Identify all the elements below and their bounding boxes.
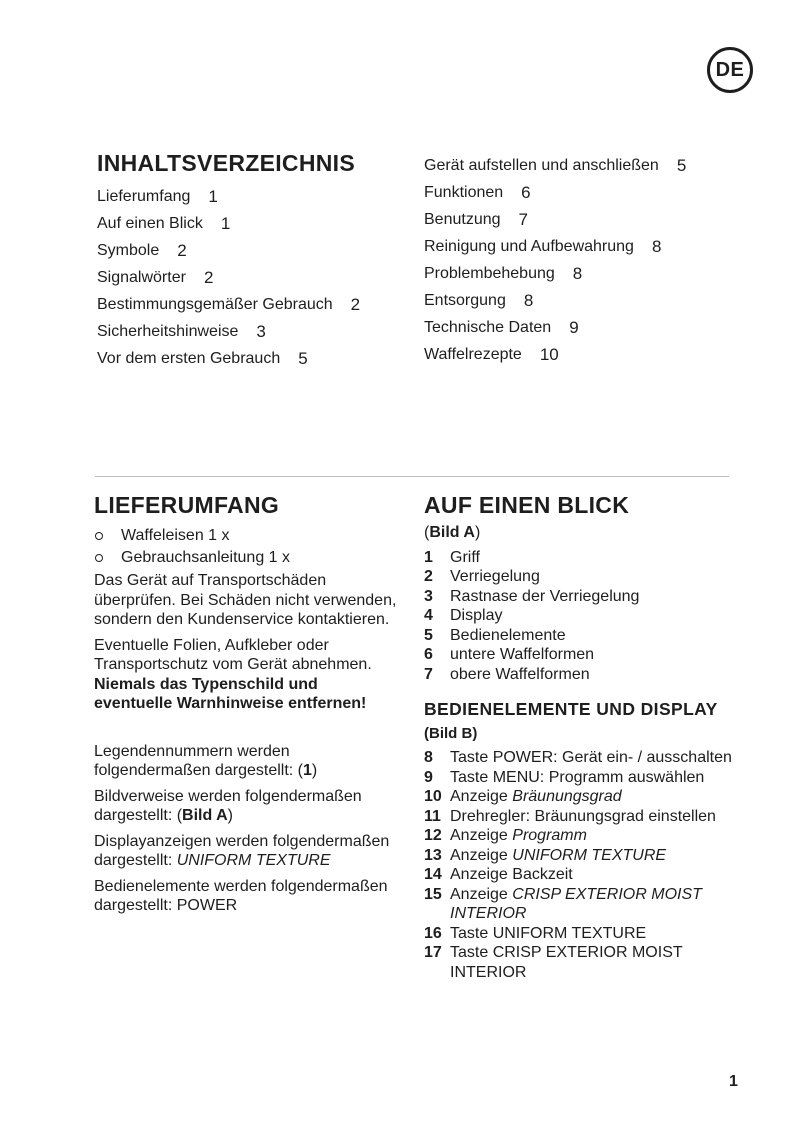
toc-entry-label: Bestimmungsgemäßer Gebrauch: [97, 295, 333, 313]
toc-entry: [424, 179, 686, 206]
toc-entry: [97, 291, 360, 318]
item-label-rest: Gerät ein- / ausschalten: [557, 749, 732, 766]
item-label: [450, 943, 734, 982]
item-label-prefix: Taste: [450, 944, 493, 961]
toc-entry-page: 5: [676, 155, 687, 175]
display-convention-text: Displayanzeigen werden folgendermaßen dargestellt: UNIFORM TEXTURE: [94, 832, 390, 869]
list-item: [424, 787, 734, 807]
item-number: 6: [424, 646, 433, 663]
item-key-name: MENU:: [492, 768, 545, 786]
bullet-circle-icon: [95, 554, 103, 562]
toc-entry-page: 7: [518, 209, 528, 229]
toc-entry: [424, 233, 686, 260]
item-display-name: Programm: [512, 827, 587, 844]
item-display-name: Bräunungsgrad: [512, 788, 622, 805]
item-number: 9: [424, 768, 433, 786]
item-label-prefix: Taste: [450, 768, 493, 786]
control-convention-text: Bedienelemente werden folgendermaßen dargestellt: POWER: [94, 877, 388, 914]
toc-entry: [424, 152, 686, 179]
list-item: [424, 626, 734, 646]
list-item: [424, 807, 734, 827]
toc-entry-label: Technische Daten: [424, 318, 552, 336]
section-divider: [95, 476, 729, 477]
list-item: Gebrauchsanleitung 1 x: [94, 547, 399, 569]
list-item: Waffeleisen 1 x: [94, 525, 399, 547]
item-label: [450, 865, 734, 885]
toc-entry-page: 6: [521, 182, 531, 202]
controls-display-title: BEDIENELEMENTE UND DISPLAY: [424, 699, 718, 719]
item-label-prefix: Drehregler: Bräunungsgrad einstellen: [450, 807, 716, 825]
overview-list: [424, 548, 734, 685]
toc-left-column: [97, 183, 360, 372]
lieferumfang-title: LIEFERUMFANG: [94, 492, 280, 518]
item-key-name: POWER:: [492, 749, 558, 766]
toc-entry-page: 10: [539, 344, 559, 364]
list-item: [424, 846, 734, 866]
toc-entry: [424, 314, 686, 341]
packaging-text: Eventuelle Folien, Aufkleber oder Transportschutz vom Gerät abnehmen. Niemals das Typenschild und eventuelle Warnhinweise entfernen!: [94, 636, 372, 712]
toc-entry-page: 2: [350, 294, 361, 314]
toc-entry-label: Symbole: [97, 241, 160, 259]
item-label: Display: [450, 607, 503, 624]
figure-reference-b: (Bild B): [424, 724, 478, 742]
item-number: 4: [424, 607, 433, 624]
list-item: [424, 826, 734, 846]
language-badge: DE: [707, 47, 753, 93]
toc-entry: [424, 341, 686, 368]
item-label: Rastnase der Verriegelung: [450, 587, 640, 605]
list-item: [424, 567, 734, 587]
toc-entry: [97, 183, 360, 210]
item-label-prefix: Anzeige Backzeit: [450, 866, 573, 883]
item-label: [450, 787, 734, 807]
item-number: 2: [424, 568, 433, 585]
item-label-prefix: Taste: [450, 924, 493, 942]
toc-entry-page: 8: [651, 236, 662, 256]
list-item: [424, 943, 734, 982]
item-number: 16: [424, 924, 442, 942]
item-number: 14: [424, 866, 442, 883]
list-item: [424, 768, 734, 788]
item-number: 7: [424, 665, 433, 683]
item-label: [450, 885, 734, 924]
list-item: [424, 645, 734, 665]
toc-entry-page: 1: [220, 213, 231, 233]
toc-entry: [97, 318, 360, 345]
toc-entry-label: Gerät aufstellen und anschließen: [424, 156, 659, 174]
toc-entry-page: 9: [569, 317, 579, 337]
list-item: [424, 924, 734, 944]
item-label-prefix: Taste: [450, 749, 493, 766]
list-item: [424, 748, 734, 768]
auf-einen-blick-title: AUF EINEN BLICK: [424, 492, 630, 518]
toc-entry-label: Reinigung und Aufbewahrung: [424, 237, 634, 255]
list-item: [424, 587, 734, 607]
toc-entry-page: 8: [523, 290, 534, 310]
toc-entry: [424, 206, 686, 233]
item-label-prefix: Anzeige: [450, 846, 513, 864]
toc-entry-label: Entsorgung: [424, 291, 506, 309]
toc-entry-page: 2: [203, 267, 214, 287]
item-label-prefix: Anzeige: [450, 788, 513, 805]
image-reference-convention-text: Bildverweise werden folgendermaßen dargestellt: (Bild A): [94, 787, 362, 824]
item-label-prefix: Anzeige: [450, 827, 513, 844]
item-key-name: CRISP EXTERIOR MOIST INTERIOR: [450, 944, 683, 981]
toc-entry-page: 8: [572, 263, 583, 283]
item-label: [450, 807, 734, 827]
legend-convention-text: Legendennummern werden folgendermaßen dargestellt: (1): [94, 742, 318, 779]
item-number: 13: [424, 846, 442, 864]
toc-entry-label: Auf einen Blick: [97, 214, 203, 232]
toc-entry: [97, 210, 360, 237]
item-number: 10: [424, 788, 442, 805]
item-label-rest: Programm auswählen: [544, 768, 705, 786]
toc-entry-label: Funktionen: [424, 183, 504, 201]
item-number: 3: [424, 587, 433, 605]
toc-entry: [424, 287, 686, 314]
bullet-circle-icon: [95, 532, 103, 540]
item-label: [450, 846, 734, 866]
toc-entry: [424, 260, 686, 287]
item-label: obere Waffelformen: [450, 665, 590, 683]
item-number: 17: [424, 944, 442, 961]
toc-entry-label: Signalwörter: [97, 268, 186, 286]
toc-entry-page: 3: [256, 321, 266, 341]
item-display-name: UNIFORM TEXTURE: [512, 846, 667, 864]
item-number: 11: [424, 807, 441, 825]
toc-title: INHALTSVERZEICHNIS: [97, 150, 355, 176]
item-label-prefix: Anzeige: [450, 885, 513, 903]
toc-entry-page: 1: [208, 186, 218, 206]
toc-entry: [97, 237, 360, 264]
item-number: 1: [424, 548, 433, 566]
figure-reference: (Bild A): [424, 524, 481, 541]
item-display-name: CRISP EXTERIOR MOIST INTERIOR: [450, 885, 702, 922]
item-label: [450, 924, 734, 944]
toc-entry-label: Vor dem ersten Gebrauch: [97, 349, 281, 367]
item-number: 12: [424, 827, 442, 844]
page-number: 1: [729, 1073, 738, 1090]
transport-check-text: Das Gerät auf Transportschäden überprüfen. Bei Schäden nicht verwenden, sondern den Kundenservice kontaktieren.: [94, 572, 397, 628]
toc-entry: [97, 264, 360, 291]
list-item: [424, 665, 734, 685]
item-number: 15: [424, 885, 442, 903]
toc-entry-label: Lieferumfang: [97, 187, 191, 205]
item-label: Griff: [450, 548, 480, 566]
item-label: untere Waffelformen: [450, 646, 595, 663]
list-item: [424, 548, 734, 568]
toc-entry-label: Sicherheitshinweise: [97, 322, 239, 340]
lieferumfang-section: [94, 491, 399, 916]
item-number: 5: [424, 626, 433, 644]
item-label: Verriegelung: [450, 568, 540, 585]
item-key-name: UNIFORM TEXTURE: [492, 924, 647, 942]
item-label: Bedienelemente: [450, 626, 566, 644]
toc-entry: [97, 345, 360, 372]
item-number: 8: [424, 749, 433, 766]
toc-right-column: [424, 152, 686, 368]
lieferumfang-list: [94, 525, 399, 569]
item-label: [450, 748, 734, 768]
toc-entry-page: 2: [177, 240, 187, 260]
item-label: [450, 826, 734, 846]
toc-entry-label: Problembehebung: [424, 264, 555, 282]
list-item: [424, 606, 734, 626]
toc-entry-label: Waffelrezepte: [424, 345, 522, 363]
list-item: [424, 885, 734, 924]
list-item: [424, 865, 734, 885]
controls-list: [424, 748, 734, 982]
toc-entry-label: Benutzung: [424, 210, 501, 228]
auf-einen-blick-section: [424, 491, 734, 982]
item-label: [450, 768, 734, 788]
toc-entry-page: 5: [298, 348, 308, 368]
